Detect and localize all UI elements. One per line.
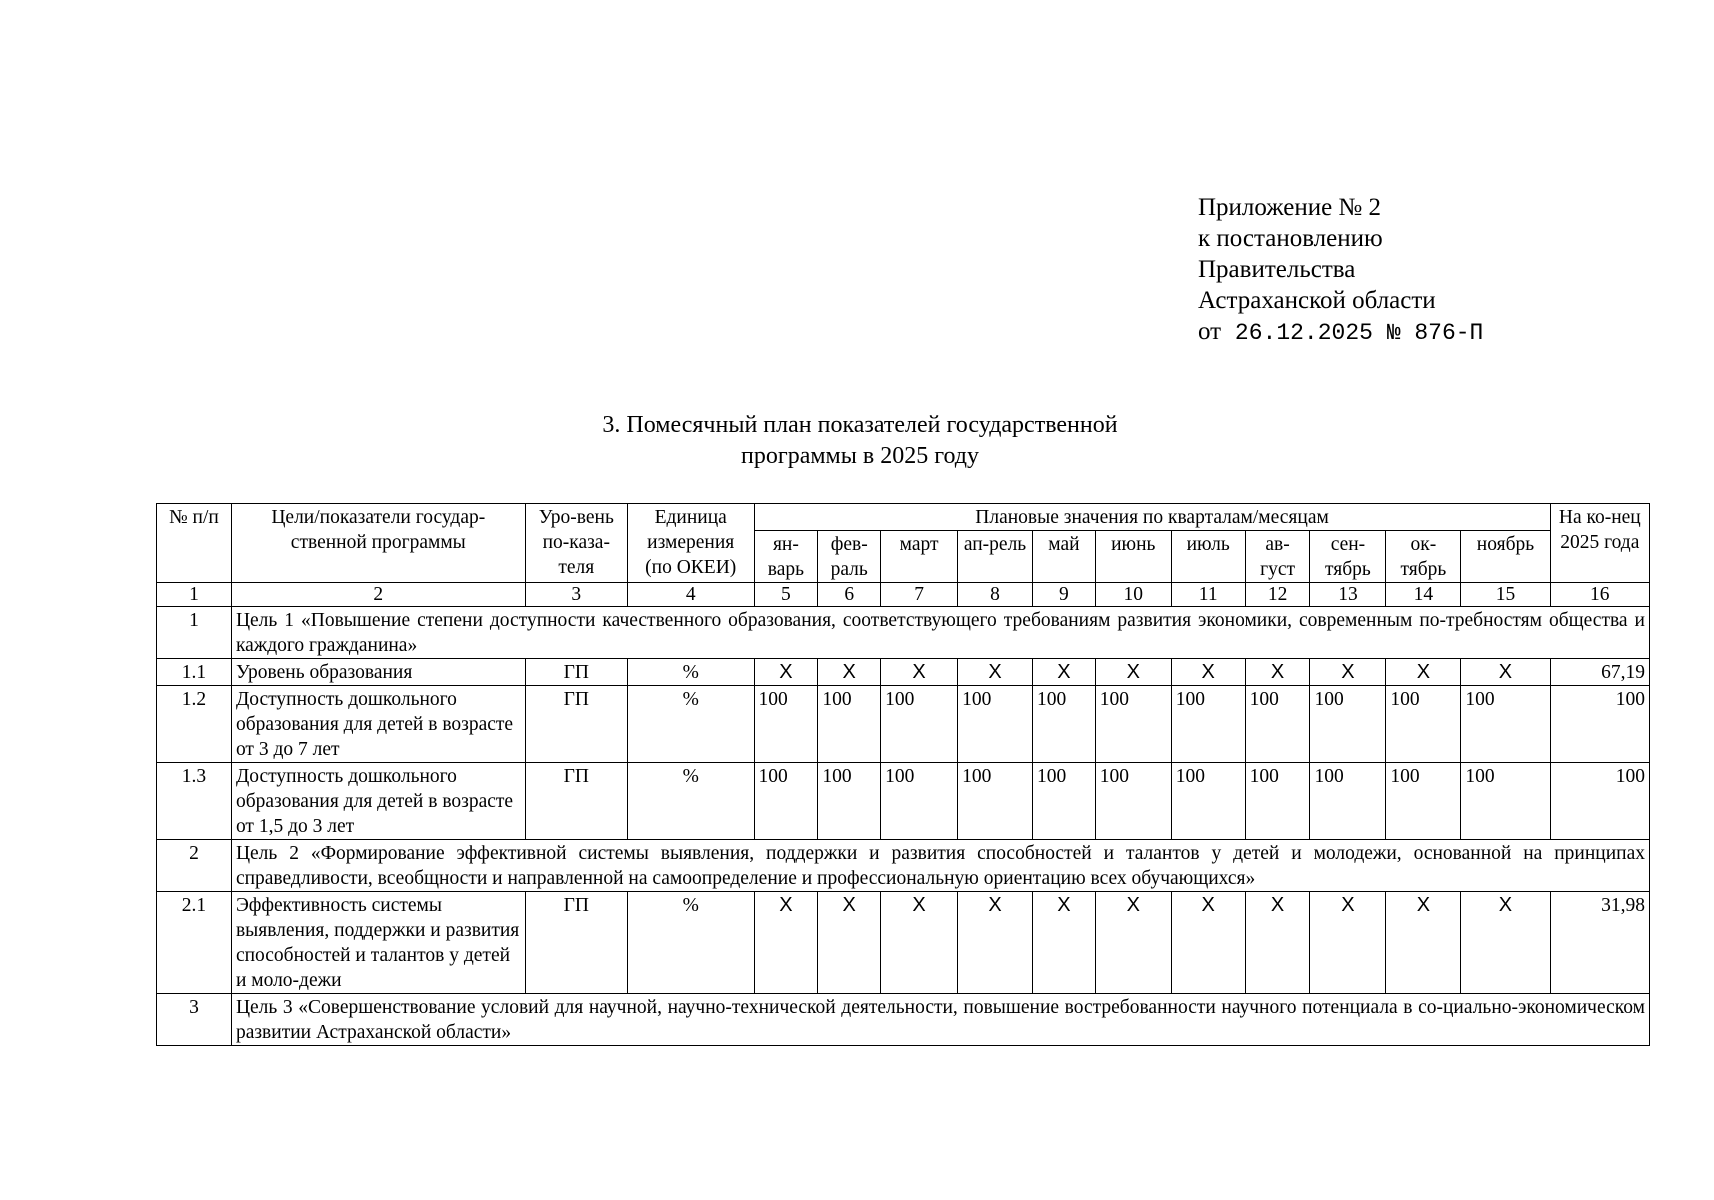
column-number: 5 xyxy=(754,583,818,607)
month-value: Х xyxy=(1171,892,1245,994)
column-number: 8 xyxy=(958,583,1033,607)
annex-line-4: Астраханской области xyxy=(1198,287,1436,314)
indicator-number: 2.1 xyxy=(157,892,232,994)
month-value: Х xyxy=(1461,892,1550,994)
month-value: Х xyxy=(1386,659,1461,686)
goal-text: Цель 2 «Формирование эффективной системы выявления, поддержки и развития способностей и талантов у детей и молодежи, основанной на принципах справедливости, всеобщности и направленной на самоопределение и профессиональную ориентацию всех обучающихся» xyxy=(231,840,1649,892)
column-number: 13 xyxy=(1310,583,1386,607)
month-value: Х xyxy=(1095,892,1171,994)
column-number: 1 xyxy=(157,583,232,607)
month-value: 100 xyxy=(818,763,881,840)
indicator-number: 1.2 xyxy=(157,686,232,763)
month-value: 100 xyxy=(1095,763,1171,840)
month-value: Х xyxy=(1245,892,1310,994)
title-line-2: программы в 2025 году xyxy=(741,443,979,469)
month-value: Х xyxy=(818,659,881,686)
indicator-name: Уровень образования xyxy=(231,659,525,686)
column-number: 9 xyxy=(1033,583,1096,607)
month-value: 100 xyxy=(1310,686,1386,763)
goal-row xyxy=(157,840,1650,892)
month-value: Х xyxy=(1171,659,1245,686)
annex-date-number: 26.12.2025 № 876-П xyxy=(1234,320,1484,346)
goal-row xyxy=(157,607,1650,659)
column-number: 4 xyxy=(627,583,754,607)
month-value: Х xyxy=(1095,659,1171,686)
month-value: 100 xyxy=(1245,686,1310,763)
month-value: 100 xyxy=(958,763,1033,840)
header-month: март xyxy=(881,531,958,583)
column-number: 12 xyxy=(1245,583,1310,607)
month-value: 100 xyxy=(754,686,818,763)
title-line-1: 3. Помесячный план показателей государственной xyxy=(602,412,1118,438)
indicator-row xyxy=(157,763,1650,840)
column-number: 10 xyxy=(1095,583,1171,607)
month-value: 100 xyxy=(754,763,818,840)
month-value: 100 xyxy=(958,686,1033,763)
month-value: 100 xyxy=(1033,763,1096,840)
month-value: Х xyxy=(1310,659,1386,686)
indicator-name: Доступность дошкольного образования для детей в возрасте от 1,5 до 3 лет xyxy=(231,763,525,840)
column-number: 6 xyxy=(818,583,881,607)
header-month: ок-тябрь xyxy=(1386,531,1461,583)
indicator-number: 1.3 xyxy=(157,763,232,840)
header-row xyxy=(157,504,1650,531)
indicator-unit: % xyxy=(627,763,754,840)
goal-text: Цель 3 «Совершенствование условий для научной, научно-технической деятельности, повышение востребованности научного потенциала в со-циально-экономическом развитии Астраханской области» xyxy=(231,994,1649,1046)
header-end-of-year: На ко-нец 2025 года xyxy=(1550,504,1649,583)
month-value: Х xyxy=(818,892,881,994)
column-number: 15 xyxy=(1461,583,1550,607)
header-level: Уро-вень по-каза-теля xyxy=(525,504,627,583)
header-month: сен-тябрь xyxy=(1310,531,1386,583)
month-value: Х xyxy=(1386,892,1461,994)
column-number: 14 xyxy=(1386,583,1461,607)
indicator-level: ГП xyxy=(525,763,627,840)
document-title xyxy=(540,410,1180,472)
month-value: Х xyxy=(881,659,958,686)
goal-row xyxy=(157,994,1650,1046)
month-value: 100 xyxy=(1461,763,1550,840)
month-value: 100 xyxy=(1386,763,1461,840)
header-unit: Единица измерения (по ОКЕИ) xyxy=(627,504,754,583)
month-value: 100 xyxy=(1171,686,1245,763)
month-value: 100 xyxy=(1386,686,1461,763)
month-value: Х xyxy=(1310,892,1386,994)
goal-text: Цель 1 «Повышение степени доступности качественного образования, соответствующего требованиям развития экономики, современным по-требностям общества и каждого гражданина» xyxy=(231,607,1649,659)
goal-number: 2 xyxy=(157,840,232,892)
indicator-number: 1.1 xyxy=(157,659,232,686)
month-value: 100 xyxy=(1310,763,1386,840)
annex-block xyxy=(1198,192,1483,349)
annex-line-2: к постановлению xyxy=(1198,225,1383,252)
annex-line-3: Правительства xyxy=(1198,256,1356,283)
month-value: 100 xyxy=(1461,686,1550,763)
month-value: Х xyxy=(1245,659,1310,686)
annex-date-prefix: от xyxy=(1198,318,1222,345)
header-month: май xyxy=(1033,531,1096,583)
indicator-level: ГП xyxy=(525,659,627,686)
indicator-level: ГП xyxy=(525,892,627,994)
header-month: июль xyxy=(1171,531,1245,583)
indicator-unit: % xyxy=(627,686,754,763)
end-of-year-value: 100 xyxy=(1550,686,1649,763)
annex-line-1: Приложение № 2 xyxy=(1198,194,1382,221)
column-number: 2 xyxy=(231,583,525,607)
month-value: Х xyxy=(881,892,958,994)
month-value: Х xyxy=(1033,659,1096,686)
month-value: 100 xyxy=(1095,686,1171,763)
indicator-level: ГП xyxy=(525,686,627,763)
indicator-plan-table xyxy=(156,503,1650,1046)
header-month: фев-раль xyxy=(818,531,881,583)
month-value: 100 xyxy=(1245,763,1310,840)
month-value: 100 xyxy=(1171,763,1245,840)
month-value: Х xyxy=(958,892,1033,994)
column-number: 16 xyxy=(1550,583,1649,607)
month-value: Х xyxy=(754,659,818,686)
month-value: 100 xyxy=(881,763,958,840)
end-of-year-value: 31,98 xyxy=(1550,892,1649,994)
header-month: июнь xyxy=(1095,531,1171,583)
column-number-row xyxy=(157,583,1650,607)
indicator-unit: % xyxy=(627,659,754,686)
indicator-row xyxy=(157,892,1650,994)
header-month: ян-варь xyxy=(754,531,818,583)
end-of-year-value: 67,19 xyxy=(1550,659,1649,686)
month-value: Х xyxy=(754,892,818,994)
indicator-unit: % xyxy=(627,892,754,994)
month-value: Х xyxy=(1033,892,1096,994)
month-value: 100 xyxy=(1033,686,1096,763)
column-number: 7 xyxy=(881,583,958,607)
header-num: № п/п xyxy=(157,504,232,583)
goal-number: 1 xyxy=(157,607,232,659)
indicator-name: Доступность дошкольного образования для детей в возрасте от 3 до 7 лет xyxy=(231,686,525,763)
month-value: 100 xyxy=(818,686,881,763)
month-value: 100 xyxy=(881,686,958,763)
indicator-row xyxy=(157,659,1650,686)
month-value: Х xyxy=(1461,659,1550,686)
column-number: 3 xyxy=(525,583,627,607)
annex-date-line xyxy=(1198,316,1483,349)
end-of-year-value: 100 xyxy=(1550,763,1649,840)
column-number: 11 xyxy=(1171,583,1245,607)
header-planned: Плановые значения по кварталам/месяцам xyxy=(754,504,1550,531)
goal-number: 3 xyxy=(157,994,232,1046)
header-month: ноябрь xyxy=(1461,531,1550,583)
month-value: Х xyxy=(958,659,1033,686)
indicator-row xyxy=(157,686,1650,763)
header-goal: Цели/показатели государ-ственной программы xyxy=(231,504,525,583)
indicator-name: Эффективность системы выявления, поддержки и развития способностей и талантов у детей и моло-дежи xyxy=(231,892,525,994)
header-month: ап-рель xyxy=(958,531,1033,583)
header-month: ав-густ xyxy=(1245,531,1310,583)
